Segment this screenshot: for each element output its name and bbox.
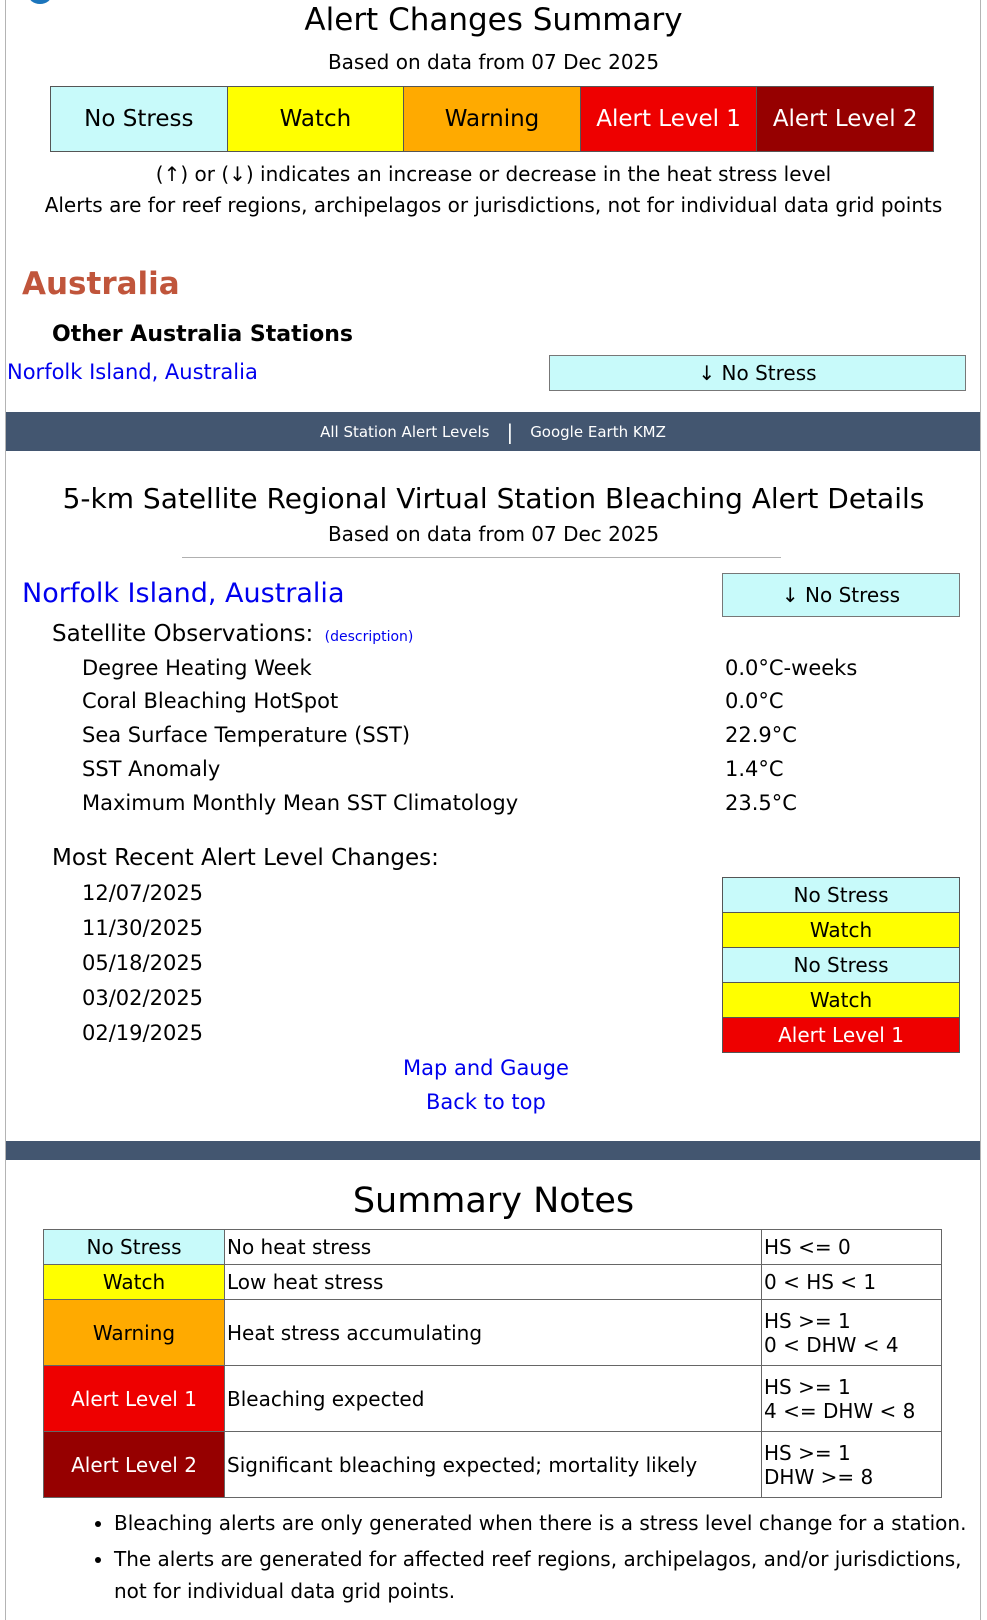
detail-station-name[interactable]: Norfolk Island, Australia [22, 578, 345, 609]
change-date: 11/30/2025 [82, 916, 204, 940]
recent-changes-heading: Most Recent Alert Level Changes: [52, 845, 439, 871]
alert-legend [50, 86, 934, 152]
google-earth-kmz-link[interactable]: Google Earth KMZ [530, 422, 666, 441]
obs-label: Degree Heating Week [82, 656, 312, 680]
legend-warning: Warning [404, 87, 581, 151]
list-item: • Bleaching alerts are only generated when there is a stress level change for a station. [114, 1507, 987, 1539]
change-date: 05/18/2025 [82, 951, 204, 975]
arrow-note: (↑) or (↓) indicates an increase or decrease in the heat stress level [155, 162, 832, 186]
change-date: 03/02/2025 [82, 986, 204, 1010]
station-status-badge: ↓ No Stress [549, 355, 966, 391]
criteria-cell [762, 1265, 942, 1300]
level-cell: No Stress [44, 1230, 225, 1265]
summary-notes-title: Summary Notes [352, 1181, 635, 1221]
region-heading: Australia [22, 266, 180, 302]
criteria-line: HS <= 0 [764, 1235, 851, 1259]
section-divider-bar [6, 1141, 980, 1160]
satellite-observations-label: Satellite Observations: [52, 621, 314, 647]
table-row [44, 1366, 942, 1432]
criteria-cell [762, 1432, 942, 1498]
criteria-line: 4 <= DHW < 8 [764, 1398, 916, 1423]
change-level: Watch [722, 982, 960, 1018]
change-level: Watch [722, 912, 960, 948]
description-link[interactable]: (description) [324, 629, 414, 645]
satellite-observations-heading [52, 621, 413, 647]
level-cell: Alert Level 1 [44, 1366, 225, 1432]
level-cell: Warning [44, 1300, 225, 1366]
legend-no-stress: No Stress [51, 87, 228, 151]
criteria-cell [762, 1300, 942, 1366]
table-row [44, 1300, 942, 1366]
obs-value: 0.0°C [725, 689, 784, 713]
back-to-top-link[interactable]: Back to top [426, 1090, 546, 1114]
description-cell: No heat stress [225, 1230, 762, 1265]
change-level: No Stress [722, 877, 960, 913]
legend-watch: Watch [228, 87, 405, 151]
change-date: 12/07/2025 [82, 881, 204, 905]
change-level: No Stress [722, 947, 960, 983]
obs-label: Sea Surface Temperature (SST) [82, 723, 411, 747]
all-station-alert-levels-link[interactable]: All Station Alert Levels [320, 422, 490, 441]
station-navbar [6, 412, 980, 451]
description-cell: Heat stress accumulating [225, 1300, 762, 1366]
table-row [44, 1265, 942, 1300]
data-date: Based on data from 07 Dec 2025 [327, 50, 660, 74]
detail-status-badge: ↓ No Stress [722, 573, 960, 617]
legend-alert-level-2: Alert Level 2 [757, 87, 933, 151]
summary-bullets [76, 1507, 987, 1611]
summary-notes-table [43, 1229, 942, 1498]
nav-separator: | [506, 419, 514, 444]
description-cell: Bleaching expected [225, 1366, 762, 1432]
obs-label: SST Anomaly [82, 757, 221, 781]
criteria-line: DHW >= 8 [764, 1464, 874, 1489]
obs-value: 0.0°C-weeks [725, 656, 858, 680]
criteria-line: 0 < HS < 1 [764, 1270, 877, 1294]
description-cell: Low heat stress [225, 1265, 762, 1300]
level-cell: Watch [44, 1265, 225, 1300]
obs-value: 22.9°C [725, 723, 797, 747]
obs-value: 1.4°C [725, 757, 784, 781]
list-item: • The alerts are generated for affected reef regions, archipelagos, and/or jurisdictions, not for individual data grid points. [114, 1543, 987, 1607]
details-title: 5-km Satellite Regional Virtual Station Bleaching Alert Details [62, 482, 925, 515]
obs-label: Coral Bleaching HotSpot [82, 689, 339, 713]
criteria-line: 0 < DHW < 4 [764, 1332, 899, 1357]
map-and-gauge-link[interactable]: Map and Gauge [403, 1056, 569, 1080]
criteria-line: HS >= 1 [764, 1308, 851, 1333]
table-row [44, 1432, 942, 1498]
grid-note: Alerts are for reef regions, archipelagos or jurisdictions, not for individual data grid points [44, 193, 943, 217]
description-cell: Significant bleaching expected; mortality likely [225, 1432, 762, 1498]
criteria-cell [762, 1366, 942, 1432]
station-link[interactable]: Norfolk Island, Australia [7, 360, 258, 384]
details-date: Based on data from 07 Dec 2025 [327, 522, 660, 546]
level-cell: Alert Level 2 [44, 1432, 225, 1498]
table-row [44, 1230, 942, 1265]
criteria-line: HS >= 1 [764, 1374, 851, 1399]
change-level: Alert Level 1 [722, 1017, 960, 1053]
change-date: 02/19/2025 [82, 1021, 204, 1045]
divider [182, 557, 781, 558]
obs-label: Maximum Monthly Mean SST Climatology [82, 791, 519, 815]
obs-value: 23.5°C [725, 791, 797, 815]
criteria-cell [762, 1230, 942, 1265]
criteria-line: HS >= 1 [764, 1440, 851, 1465]
subregion-heading: Other Australia Stations [52, 322, 354, 347]
legend-alert-level-1: Alert Level 1 [581, 87, 758, 151]
page-title: Alert Changes Summary [304, 2, 683, 38]
